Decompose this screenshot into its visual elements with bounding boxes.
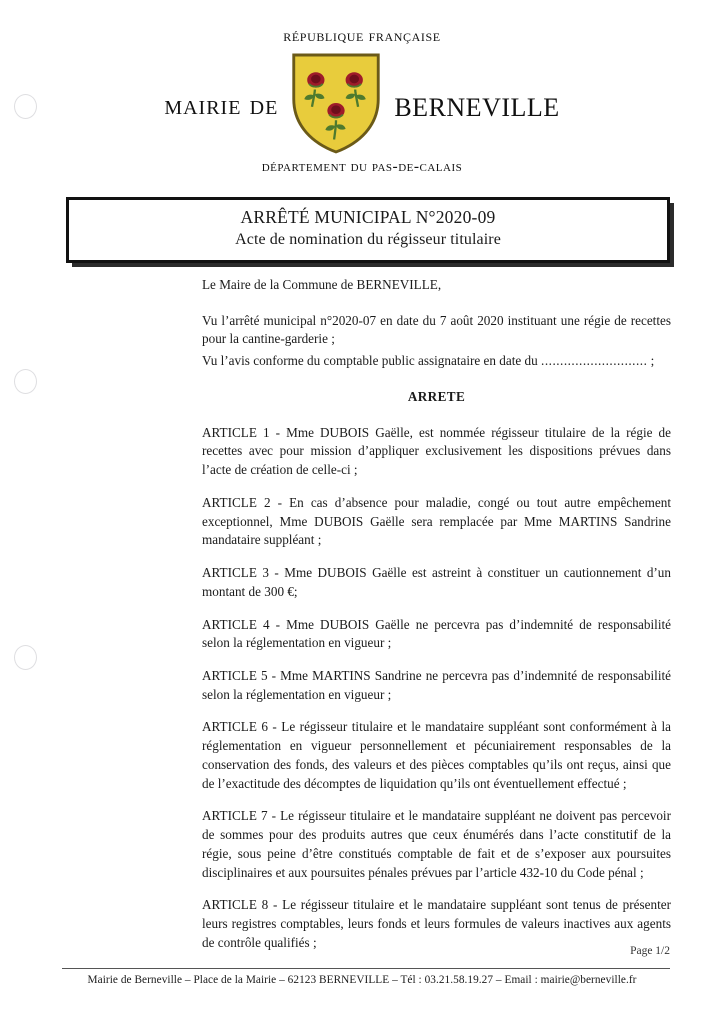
hole-punch-mark [14, 645, 37, 670]
document-body [202, 276, 671, 953]
considerant-1: Vu l’arrêté municipal n°2020-07 en date du 7 août 2020 instituant une régie de recettes pour la cantine-garderie ; [202, 312, 671, 347]
considerant-2-prefix: Vu l’avis conforme du comptable public assignataire en date du [202, 353, 538, 369]
department-label: département du pas-de-calais [261, 158, 463, 175]
document-title-box [66, 197, 670, 263]
document-title: ARRÊTÉ MUNICIPAL N°2020-09 [240, 207, 496, 227]
page-number: Page 1/2 [630, 945, 670, 957]
letterhead [0, 26, 724, 176]
article-1: ARTICLE 1 - Mme DUBOIS Gaëlle, est nommée régisseur titulaire de la régie de recettes avec pour mission d’appliquer exclusivement les dispositions prévues dans l’acte de création de celle-ci ; [202, 424, 671, 478]
shield-three-roses-icon [288, 51, 384, 147]
considerant-2 [202, 352, 671, 371]
document-subtitle: Acte de nomination du régisseur titulaire [235, 230, 501, 248]
article-5: ARTICLE 5 - Mme MARTINS Sandrine ne percevra pas d’indemnité de responsabilité selon la réglementation en vigueur ; [202, 668, 671, 702]
hole-punch-mark [14, 369, 37, 394]
article-8: ARTICLE 8 - Le régisseur titulaire et le mandataire suppléant sont tenus de présenter leurs registres comptables, leurs fonds et leurs formules de valeurs inactives aux agents de contrôle qualifiés ; [202, 897, 671, 950]
mairie-title-row [0, 50, 724, 148]
arrete-heading: ARRETE [407, 388, 466, 404]
article-3: ARTICLE 3 - Mme DUBOIS Gaëlle est astreint à constituer un cautionnement d’un montant de 300 €; [202, 565, 671, 599]
footer-divider [62, 968, 670, 969]
article-6: ARTICLE 6 - Le régisseur titulaire et le mandataire suppléant sont conformément à la réglementation en vigueur personnellement et pécuniairement responsables de la conservation des fonds, des valeurs et des pièces comptables qu’ils ont reçus, ainsi que de l’exactitude des décomptes de liquidation qu’ils ont éventuellement effectué ; [202, 719, 671, 791]
republic-label: république française [283, 26, 441, 45]
article-4: ARTICLE 4 - Mme DUBOIS Gaëlle ne percevra pas d’indemnité de responsabilité selon la réglementation en vigueur ; [202, 616, 671, 651]
article-2: ARTICLE 2 - En cas d’absence pour maladie, congé ou tout autre empêchement exceptionnel, Mme DUBOIS Gaëlle sera remplacée par Mme MARTINS Sandrine mandataire suppléant ; [202, 494, 671, 548]
opening-paragraph: Le Maire de la Commune de BERNEVILLE, [202, 277, 442, 292]
mairie-prefix-label: mairie de [164, 88, 279, 121]
commune-name-label: berneville [394, 83, 560, 125]
date-blank-field[interactable]: ............................ [541, 353, 648, 369]
considerant-2-suffix: ; [650, 353, 655, 369]
footer-contact-line: Mairie de Berneville – Place de la Mairie – 62123 BERNEVILLE – Tél : 03.21.58.19.27 – Email : mairie@berneville.fr [87, 974, 637, 986]
article-7: ARTICLE 7 - Le régisseur titulaire et le mandataire suppléant ne doivent pas percevoir de sommes pour des produits autres que ceux énumérés dans l’acte constitutif de la régie, sous peine d’être constitués comptable de fait et de s’exposer aux poursuites disciplinaires et aux poursuites pénales prévues par l’article 432-10 du Code pénal ; [202, 808, 671, 880]
